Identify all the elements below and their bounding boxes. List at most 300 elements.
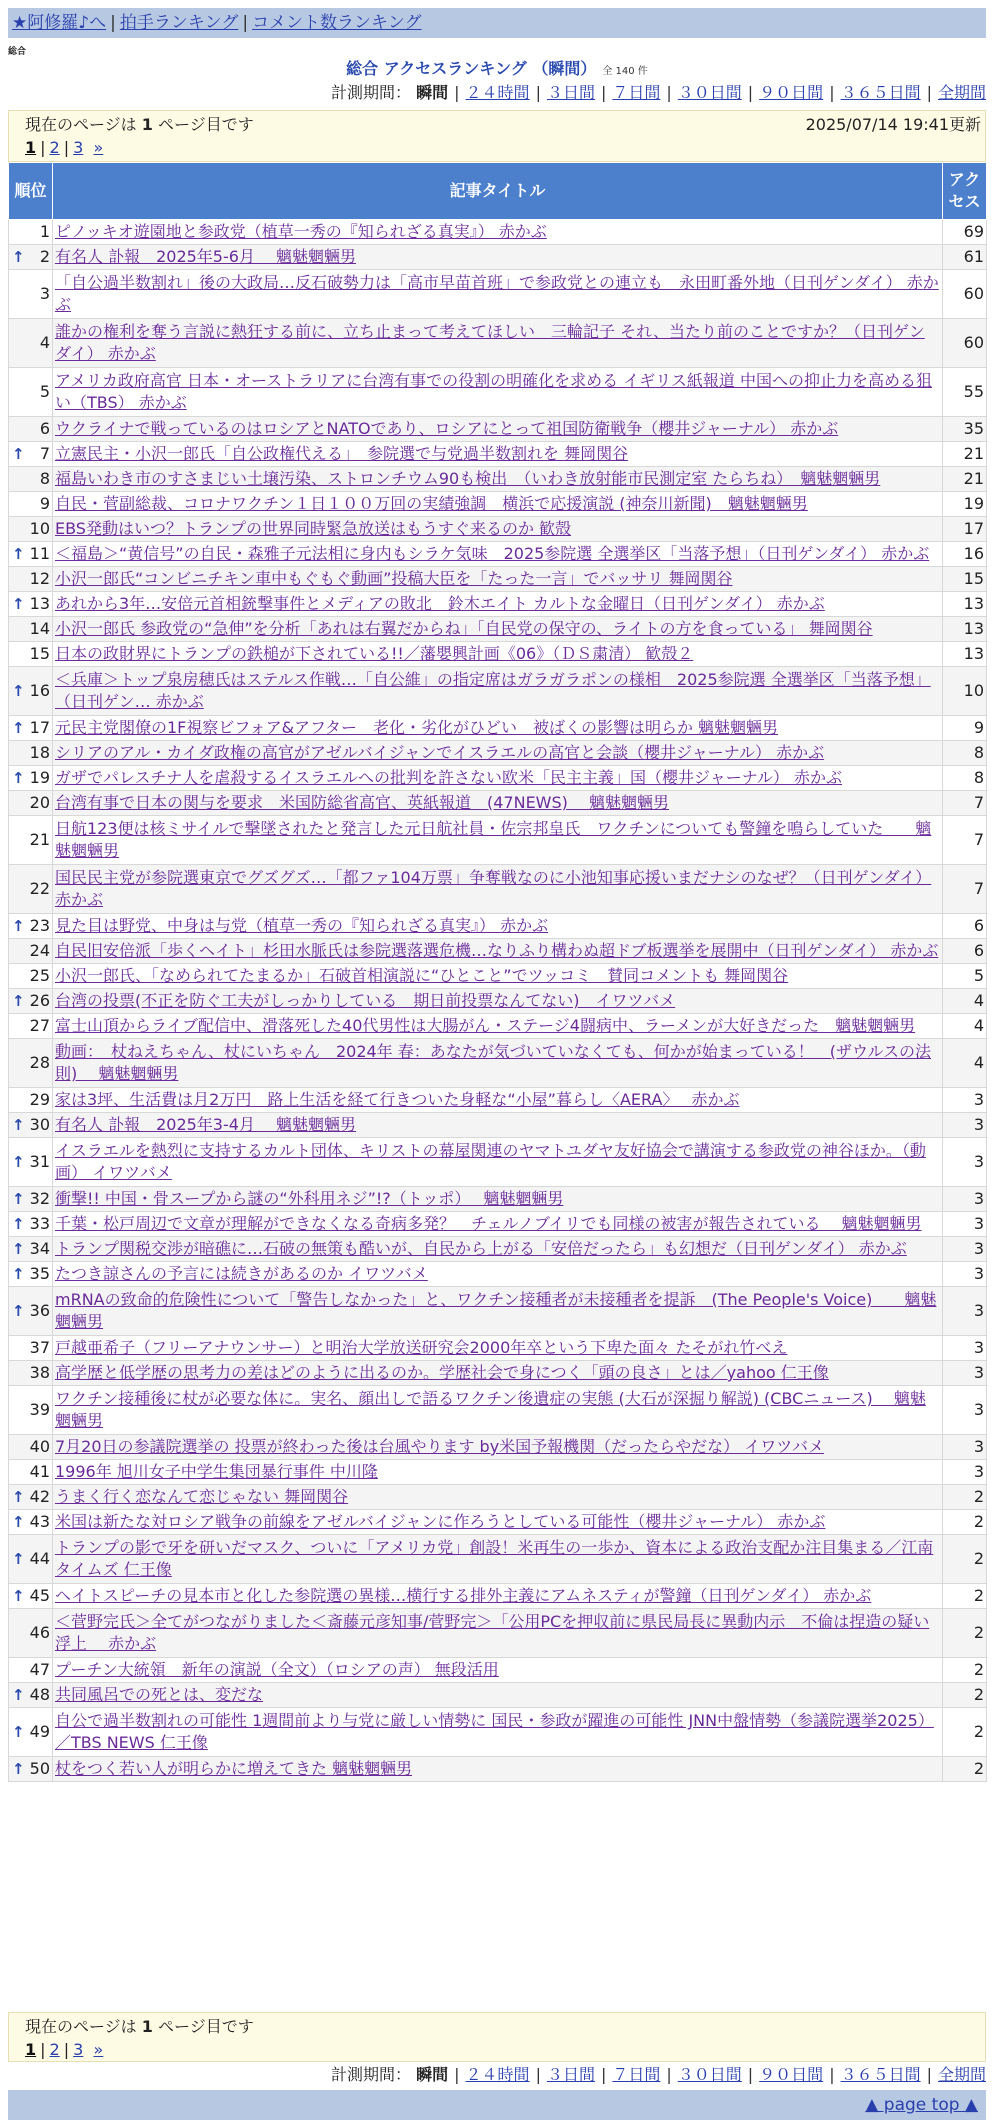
- table-row: [9, 741, 987, 766]
- clap-ranking-link[interactable]: 拍手ランキング: [119, 13, 239, 33]
- ranking-table: [8, 162, 987, 1782]
- article-title-link[interactable]: 共同風呂での死とは、変だな: [55, 1685, 264, 1704]
- page-2-link-bottom[interactable]: 2: [49, 2040, 60, 2059]
- access-count: 7: [943, 816, 987, 865]
- access-count: 2: [943, 1485, 987, 1510]
- article-title-link[interactable]: 1996年 旭川女子中学生集団暴行事件 中川隆: [55, 1462, 378, 1481]
- rank-up-arrow-icon: ↑: [12, 248, 25, 266]
- article-title-link[interactable]: EBS発動はいつ？トランプの世界同時緊急放送はもうすぐ来るのか 歓殻: [55, 519, 572, 538]
- rank-cell: [9, 270, 53, 319]
- table-row: [9, 1212, 987, 1237]
- article-title-link[interactable]: ワクチン接種後に杖が必要な体に。実名、顔出しで語るワクチン後遺症の実態 (大石が深掘り解説) (CBCニュース) 魑魅魍魎男: [55, 1389, 926, 1430]
- table-row: [9, 1535, 987, 1584]
- article-title-link[interactable]: たつき諒さんの予言には続きがあるのか イワツバメ: [55, 1264, 428, 1283]
- rank-number: 12: [29, 569, 50, 588]
- access-count: 13: [943, 617, 987, 642]
- access-count: 4: [943, 1039, 987, 1088]
- rank-cell: [9, 816, 53, 865]
- rank-cell: [9, 1510, 53, 1535]
- rank-number: 38: [29, 1363, 50, 1382]
- article-title-link[interactable]: 7月20日の参議院選挙の 投票が終わった後は台風やります by米国予報機関（だったらやだな） イワツバメ: [55, 1437, 824, 1456]
- table-row: [9, 417, 987, 442]
- rank-number: 35: [29, 1264, 50, 1283]
- rank-up-arrow-icon: ↑: [12, 1550, 25, 1568]
- access-count: 2: [943, 1584, 987, 1609]
- rank-cell: [9, 592, 53, 617]
- period-30d-bottom[interactable]: ３０日間: [677, 2065, 742, 2084]
- title-cell: [53, 766, 943, 791]
- rank-cell: [9, 1386, 53, 1435]
- period-30d[interactable]: ３０日間: [677, 83, 742, 102]
- title-cell: [53, 368, 943, 417]
- access-count: 9: [943, 716, 987, 741]
- table-row: [9, 1237, 987, 1262]
- rank-cell: [9, 220, 53, 245]
- current-page-text-bottom: 現在のページは 1 ページ目です: [25, 2017, 254, 2036]
- period-all[interactable]: 全期間: [937, 83, 986, 102]
- rank-up-arrow-icon: ↑: [12, 1686, 25, 1704]
- access-count: 10: [943, 667, 987, 716]
- rank-cell: [9, 1683, 53, 1708]
- article-title-link[interactable]: 杖をつく若い人が明らかに増えてきた 魑魅魍魎男: [55, 1759, 413, 1778]
- title-cell: [53, 642, 943, 667]
- article-title-link[interactable]: 有名人 訃報 2025年5-6月 魑魅魍魎男: [55, 247, 357, 266]
- title-cell: [53, 989, 943, 1014]
- rank-up-arrow-icon: ↑: [12, 1488, 25, 1506]
- rank-number: 23: [29, 916, 50, 935]
- table-row: [9, 1708, 987, 1757]
- article-title-link[interactable]: 有名人 訃報 2025年3-4月 魑魅魍魎男: [55, 1115, 357, 1134]
- table-row: [9, 816, 987, 865]
- rank-up-arrow-icon: ↑: [12, 1153, 25, 1171]
- access-count: 69: [943, 220, 987, 245]
- article-title-link[interactable]: 高学歴と低学歴の思考力の差はどのように出るのか。学歴社会で身につく「頭の良さ」とは／yahoo 仁王像: [55, 1363, 829, 1382]
- title-cell: [53, 592, 943, 617]
- table-row: [9, 1584, 987, 1609]
- article-title-link[interactable]: 元民主党閣僚の1F視察ビフォア&アフター 老化・劣化がひどい 被ばくの影響は明らか 魑魅魍魎男: [55, 718, 779, 737]
- rank-number: 19: [29, 768, 50, 787]
- period-7d[interactable]: ７日間: [612, 83, 661, 102]
- rank-cell: [9, 1237, 53, 1262]
- access-count: 13: [943, 592, 987, 617]
- title-cell: [53, 270, 943, 319]
- table-row: [9, 1609, 987, 1658]
- nav-separator: |: [242, 13, 249, 33]
- table-row: [9, 1262, 987, 1287]
- rank-number: 18: [29, 743, 50, 762]
- title-cell: [53, 914, 943, 939]
- article-title-link[interactable]: 日本の政財界にトランプの鉄槌が下されている!!／藩嬰興計画《06》（ＤＳ粛清） 歓殻２: [55, 644, 694, 663]
- table-row: [9, 245, 987, 270]
- rank-number: 4: [39, 333, 50, 352]
- table-row: [9, 1361, 987, 1386]
- access-count: 3: [943, 1460, 987, 1485]
- period-selector-top: 計測期間： 瞬間 | ２４時間 | ３日間 | ７日間 | ３０日間 | ９０日間 | ３６５日間 | 全期間: [331, 83, 986, 102]
- table-row: [9, 1336, 987, 1361]
- access-count: 8: [943, 741, 987, 766]
- top-nav-bar: [8, 8, 986, 38]
- title-cell: [53, 1187, 943, 1212]
- article-title-link[interactable]: イスラエルを熱烈に支持するカルト団体、キリストの幕屋関連のヤマトユダヤ友好協会で講演する参政党の神谷ほか。（動画） イワツバメ: [55, 1141, 926, 1182]
- title-cell: [53, 542, 943, 567]
- rank-number: 48: [29, 1685, 50, 1704]
- access-count: 55: [943, 368, 987, 417]
- table-row: [9, 667, 987, 716]
- access-count: 3: [943, 1088, 987, 1113]
- pager-top: 1 | 2 | 3 »: [25, 138, 104, 157]
- article-title-link[interactable]: プーチン大統領 新年の演説（全文）（ロシアの声） 無段活用: [55, 1660, 499, 1679]
- rank-up-arrow-icon: ↑: [12, 1240, 25, 1258]
- article-title-link[interactable]: ピノッキオ遊園地と参政党（植草一秀の『知られざる真実』） 赤かぶ: [55, 222, 547, 241]
- access-count: 15: [943, 567, 987, 592]
- rank-cell: [9, 1113, 53, 1138]
- access-count: 7: [943, 791, 987, 816]
- title-cell: [53, 1683, 943, 1708]
- table-row: [9, 1435, 987, 1460]
- page-2-link[interactable]: 2: [49, 138, 60, 157]
- title-cell: [53, 567, 943, 592]
- title-cell: [53, 617, 943, 642]
- rank-number: 27: [29, 1016, 50, 1035]
- period-365d-bottom[interactable]: ３６５日間: [840, 2065, 921, 2084]
- access-count: 6: [943, 914, 987, 939]
- rank-number: 24: [29, 941, 50, 960]
- table-row: [9, 467, 987, 492]
- title-cell: [53, 1088, 943, 1113]
- title-cell: [53, 667, 943, 716]
- article-title-link[interactable]: 自民旧安倍派「歩くヘイト」杉田水脈氏は参院選落選危機…なりふり構わぬ超ドブ板選挙を展開中（日刊ゲンダイ） 赤かぶ: [55, 941, 939, 960]
- period-7d-bottom[interactable]: ７日間: [612, 2065, 661, 2084]
- rank-cell: [9, 964, 53, 989]
- title-cell: [53, 1113, 943, 1138]
- title-cell: [53, 1138, 943, 1187]
- page-info-bottom: [8, 2012, 986, 2062]
- title-cell: [53, 939, 943, 964]
- rank-number: 14: [29, 619, 50, 638]
- rank-up-arrow-icon: ↑: [12, 769, 25, 787]
- table-row: [9, 220, 987, 245]
- access-count: 2: [943, 1683, 987, 1708]
- table-header-row: [9, 163, 987, 220]
- table-row: [9, 617, 987, 642]
- rank-cell: [9, 417, 53, 442]
- title-cell: [53, 1708, 943, 1757]
- title-cell: [53, 741, 943, 766]
- title-column-header: 記事タイトル: [53, 163, 943, 220]
- article-title-link[interactable]: 戸越亜希子（フリーアナウンサー）と明治大学放送研究会2000年卒という下卑た面々 たそがれ竹べえ: [55, 1338, 788, 1357]
- next-page-link-bottom[interactable]: »: [93, 2040, 104, 2059]
- rank-up-arrow-icon: ↑: [12, 1723, 25, 1741]
- rank-cell: [9, 865, 53, 914]
- article-title-link[interactable]: アメリカ政府高官 日本・オーストラリアに台湾有事での役割の明確化を求める イギリス紙報道 中国への抑止力を高める狙い（TBS） 赤かぶ: [55, 371, 933, 412]
- period-90d[interactable]: ９０日間: [759, 83, 824, 102]
- rank-number: 7: [39, 444, 50, 463]
- table-row: [9, 1485, 987, 1510]
- title-cell: [53, 1485, 943, 1510]
- page-title: [0, 58, 994, 83]
- page-3-link-bottom[interactable]: 3: [73, 2040, 84, 2059]
- access-column-header: アクセス: [943, 163, 987, 220]
- article-title-link[interactable]: 台湾有事で日本の関与を要求 米国防総省高官、英紙報道 (47NEWS) 魑魅魍魎男: [55, 793, 669, 812]
- rank-cell: [9, 1708, 53, 1757]
- table-row: [9, 442, 987, 467]
- period-365d[interactable]: ３６５日間: [840, 83, 921, 102]
- rank-cell: [9, 1138, 53, 1187]
- article-title-link[interactable]: シリアのアル・カイダ政権の高官がアゼルバイジャンでイスラエルの高官と会談（櫻井ジャーナル） 赤かぶ: [55, 743, 825, 762]
- rank-number: 31: [29, 1152, 50, 1171]
- rank-up-arrow-icon: ↑: [12, 1587, 25, 1605]
- rank-up-arrow-icon: ↑: [12, 719, 25, 737]
- access-count: 3: [943, 1237, 987, 1262]
- access-count: 2: [943, 1757, 987, 1782]
- period-label-bottom: 計測期間：: [331, 2065, 412, 2084]
- access-count: 19: [943, 492, 987, 517]
- article-title-link[interactable]: うまく行く恋なんて恋じゃない 舞岡関谷: [55, 1487, 349, 1506]
- page-title-text: 総合 アクセスランキング （瞬間）: [346, 59, 597, 78]
- rank-cell: [9, 1262, 53, 1287]
- title-cell: [53, 1262, 943, 1287]
- article-title-link[interactable]: ＜福島＞“黄信号”の自民・森雅子元法相に身内もシラケ気味 2025参院選 全選挙区「当落予想」（日刊ゲンダイ） 赤かぶ: [55, 544, 930, 563]
- title-cell: [53, 1287, 943, 1336]
- article-title-link[interactable]: 福島いわき市のすさまじい土壌汚染、ストロンチウム90も検出 （いわき放射能市民測定室 たらちね） 魑魅魍魎男: [55, 469, 881, 488]
- table-row: [9, 1510, 987, 1535]
- access-count: 2: [943, 1708, 987, 1757]
- article-title-link[interactable]: 自民・菅副総裁、コロナワクチン１日１００万回の実績強調 横浜で応援演説 (神奈川新聞) 魑魅魍魎男: [55, 494, 808, 513]
- rank-number: 5: [39, 382, 50, 401]
- article-title-link[interactable]: ウクライナで戦っているのはロシアとNATOであり、ロシアにとって祖国防衛戦争（櫻井ジャーナル） 赤かぶ: [55, 419, 839, 438]
- rank-number: 6: [39, 419, 50, 438]
- rank-column-header: 順位: [9, 163, 53, 220]
- table-row: [9, 1088, 987, 1113]
- table-row: [9, 791, 987, 816]
- article-title-link[interactable]: 家は3坪、生活費は月2万円 路上生活を経て行きついた身軽な“小屋”暮らし〈AERA〉 赤かぶ: [55, 1090, 740, 1109]
- rank-number: 33: [29, 1214, 50, 1233]
- rank-cell: [9, 1212, 53, 1237]
- access-count: 8: [943, 766, 987, 791]
- access-count: 3: [943, 1287, 987, 1336]
- access-count: 60: [943, 270, 987, 319]
- table-row: [9, 865, 987, 914]
- rank-number: 9: [39, 494, 50, 513]
- table-row: [9, 642, 987, 667]
- access-count: 13: [943, 642, 987, 667]
- rank-cell: [9, 939, 53, 964]
- period-90d-bottom[interactable]: ９０日間: [759, 2065, 824, 2084]
- rank-up-arrow-icon: ↑: [12, 1265, 25, 1283]
- article-title-link[interactable]: 小沢一郎氏、「なめられてたまるか」石破首相演説に“ひとこと”でツッコミ 賛同コメントも 舞岡関谷: [55, 966, 789, 985]
- rank-number: 22: [29, 879, 50, 898]
- rank-up-arrow-icon: ↑: [12, 1116, 25, 1134]
- nav-separator: |: [110, 13, 116, 33]
- rank-number: 20: [29, 793, 50, 812]
- title-cell: [53, 1361, 943, 1386]
- rank-cell: [9, 517, 53, 542]
- rank-cell: [9, 667, 53, 716]
- article-title-link[interactable]: mRNAの致命的危険性について「警告しなかった」と、ワクチン接種者が未接種者を提訴 (The People's Voice) 魑魅魍魎男: [55, 1290, 937, 1331]
- table-row: [9, 989, 987, 1014]
- rank-cell: [9, 467, 53, 492]
- article-title-link[interactable]: ヘイトスピーチの見本市と化した参院選の異様…横行する排外主義にアムネスティが警鐘（日刊ゲンダイ） 赤かぶ: [55, 1586, 872, 1605]
- rank-up-arrow-icon: ↑: [12, 545, 25, 563]
- rank-cell: [9, 1757, 53, 1782]
- article-title-link[interactable]: ＜兵庫＞トップ泉房穂氏はステルス作戦…「自公維」の指定席はガラガラポンの様相 2025参院選 全選挙区「当落予想」（日刊ゲン… 赤かぶ: [55, 670, 931, 711]
- title-cell: [53, 1386, 943, 1435]
- access-count: 21: [943, 442, 987, 467]
- article-title-link[interactable]: 立憲民主・小沢一郎氏「自公政権代える」 参院選で与党過半数割れを 舞岡関谷: [55, 444, 629, 463]
- article-title-link[interactable]: 米国は新たな対ロシア戦争の前線をアゼルバイジャンに作ろうとしている可能性（櫻井ジャーナル） 赤かぶ: [55, 1512, 826, 1531]
- rank-number: 1: [39, 222, 50, 241]
- ranking-table-body: [9, 220, 987, 1782]
- rank-number: 11: [29, 544, 50, 563]
- rank-number: 37: [29, 1338, 50, 1357]
- article-title-link[interactable]: トランプの影で牙を研いだマスク、ついに「アメリカ党」創設！米再生の一歩か、資本による政治支配か注目集まる／江南タイムズ 仁王像: [55, 1538, 934, 1579]
- article-title-link[interactable]: 国民民主党が参院選東京でグズグズ…「都ファ104万票」争奪戦なのに小池知事応援いまだナシのなぜ？（日刊ゲンダイ） 赤かぶ: [55, 868, 932, 909]
- article-title-link[interactable]: あれから3年…安倍元首相銃撃事件とメディアの敗北 鈴木エイト カルトな金曜日（日刊ゲンダイ） 赤かぶ: [55, 594, 825, 613]
- rank-number: 10: [29, 519, 50, 538]
- rank-cell: [9, 1584, 53, 1609]
- table-row: [9, 492, 987, 517]
- rank-cell: [9, 741, 53, 766]
- rank-number: 50: [29, 1759, 50, 1778]
- rank-cell: [9, 914, 53, 939]
- access-count: 16: [943, 542, 987, 567]
- article-title-link[interactable]: 小沢一郎氏 参政党の“急伸”を分析「あれは右翼だからね」「自民党の保守の、ライトの方を食っている」 舞岡関谷: [55, 619, 873, 638]
- article-title-link[interactable]: ＜菅野完氏＞全てがつながりました＜斎藤元彦知事/菅野完＞「公用PCを押収前に県民局長に異動内示 不倫は捏造の疑い浮上 赤かぶ: [55, 1612, 930, 1653]
- article-title-link[interactable]: トランプ関税交渉が暗礁に…石破の無策も酷いが、自民から上がる「安倍だったら」も幻想だ（日刊ゲンダイ） 赤かぶ: [55, 1239, 907, 1258]
- rank-cell: [9, 542, 53, 567]
- access-count: 2: [943, 1510, 987, 1535]
- article-title-link[interactable]: 自公で過半数割れの可能性 1週間前より与党に厳しい情勢に 国民・参政が躍進の可能性 JNN中盤情勢（参議院選挙2025）／TBS NEWS 仁王像: [55, 1711, 934, 1752]
- rank-number: 42: [29, 1487, 50, 1506]
- period-current: 瞬間: [416, 83, 449, 102]
- period-selector-bottom: 計測期間： 瞬間 | ２４時間 | ３日間 | ７日間 | ３０日間 | ９０日間 | ３６５日間 | 全期間: [331, 2065, 986, 2084]
- rank-cell: [9, 368, 53, 417]
- table-row: [9, 914, 987, 939]
- access-count: 3: [943, 1336, 987, 1361]
- rank-number: 16: [29, 681, 50, 700]
- article-title-link[interactable]: ガザでパレスチナ人を虐殺するイスラエルへの批判を許さない欧米「民主主義」国（櫻井ジャーナル） 赤かぶ: [55, 768, 843, 787]
- rank-up-arrow-icon: ↑: [12, 1513, 25, 1531]
- updated-time: 2025/07/14 19:41更新: [805, 115, 981, 134]
- total-count: 全 140 件: [602, 66, 648, 77]
- title-cell: [53, 716, 943, 741]
- home-link[interactable]: ★阿修羅♪へ: [12, 13, 107, 33]
- table-row: [9, 964, 987, 989]
- access-count: 3: [943, 1212, 987, 1237]
- access-count: 4: [943, 989, 987, 1014]
- table-row: [9, 517, 987, 542]
- access-count: 3: [943, 1435, 987, 1460]
- title-cell: [53, 791, 943, 816]
- title-cell: [53, 319, 943, 368]
- article-title-link[interactable]: 動画： 杖ねえちゃん、杖にいちゃん 2024年 春：あなたが気づいていなくても、何かが始まっている！ (ザウルスの法則) 魑魅魍魎男: [55, 1042, 932, 1083]
- article-title-link[interactable]: 衝撃!! 中国・骨スープから謎の“外科用ネジ”!?（トッポ） 魑魅魍魎男: [55, 1189, 564, 1208]
- table-row: [9, 716, 987, 741]
- rank-cell: [9, 1014, 53, 1039]
- page-top-link[interactable]: ▲ page top ▲: [865, 2095, 978, 2115]
- page-1-link-bottom[interactable]: 1: [25, 2040, 37, 2059]
- article-title-link[interactable]: 千葉・松戸周辺で文章が理解ができなくなる奇病多発？ チェルノブイリでも同様の被害が報告されている 魑魅魍魎男: [55, 1214, 922, 1233]
- rank-number: 17: [29, 718, 50, 737]
- article-title-link[interactable]: 見た目は野党、中身は与党（植草一秀の『知られざる真実』） 赤かぶ: [55, 916, 549, 935]
- comment-ranking-link[interactable]: コメント数ランキング: [252, 13, 422, 33]
- rank-cell: [9, 1088, 53, 1113]
- rank-cell: [9, 492, 53, 517]
- period-3d[interactable]: ３日間: [546, 83, 595, 102]
- rank-cell: [9, 1609, 53, 1658]
- access-count: 3: [943, 1361, 987, 1386]
- table-row: [9, 319, 987, 368]
- rank-up-arrow-icon: ↑: [12, 1190, 25, 1208]
- period-24h[interactable]: ２４時間: [465, 83, 530, 102]
- rank-cell: [9, 1187, 53, 1212]
- table-row: [9, 1658, 987, 1683]
- rank-up-arrow-icon: ↑: [12, 1760, 25, 1778]
- period-all-bottom[interactable]: 全期間: [937, 2065, 986, 2084]
- rank-cell: [9, 989, 53, 1014]
- access-count: 2: [943, 1658, 987, 1683]
- rank-cell: [9, 1361, 53, 1386]
- rank-number: 15: [29, 644, 50, 663]
- period-24h-bottom[interactable]: ２４時間: [465, 2065, 530, 2084]
- table-row: [9, 368, 987, 417]
- rank-cell: [9, 1658, 53, 1683]
- article-title-link[interactable]: 「自公過半数割れ」後の大政局…反石破勢力は「高市早苗首班」で参政党との連立も 永田町番外地（日刊ゲンダイ） 赤かぶ: [55, 273, 939, 314]
- title-cell: [53, 1014, 943, 1039]
- access-count: 3: [943, 1113, 987, 1138]
- rank-number: 45: [29, 1586, 50, 1605]
- current-page-text: 現在のページは 1 ページ目です: [25, 115, 254, 134]
- table-row: [9, 592, 987, 617]
- title-cell: [53, 964, 943, 989]
- article-title-link[interactable]: 日航123便は核ミサイルで撃墜されたと発言した元日航社員・佐宗邦皇氏 ワクチンについても警鐘を鳴らしていた 魑魅魍魎男: [55, 819, 932, 860]
- rank-up-arrow-icon: ↑: [12, 445, 25, 463]
- page-info-top: [8, 110, 986, 162]
- access-count: 61: [943, 245, 987, 270]
- rank-number: 41: [29, 1462, 50, 1481]
- next-page-link[interactable]: »: [93, 138, 104, 157]
- period-3d-bottom[interactable]: ３日間: [546, 2065, 595, 2084]
- rank-number: 43: [29, 1512, 50, 1531]
- page-3-link[interactable]: 3: [73, 138, 84, 157]
- rank-cell: [9, 1287, 53, 1336]
- table-row: [9, 1386, 987, 1435]
- access-count: 21: [943, 467, 987, 492]
- rank-cell: [9, 1435, 53, 1460]
- article-title-link[interactable]: 誰かの権利を奪う言説に熱狂する前に、立ち止まって考えてほしい 三輪記子 それ、当たり前のことですか？（日刊ゲンダイ） 赤かぶ: [55, 322, 925, 363]
- rank-number: 25: [29, 966, 50, 985]
- rank-number: 47: [29, 1660, 50, 1679]
- article-title-link[interactable]: 富士山頂からライブ配信中、滑落死した40代男性は大腸がん・ステージ4闘病中、ラーメンが大好きだった 魑魅魍魎男: [55, 1016, 916, 1035]
- access-count: 4: [943, 1014, 987, 1039]
- article-title-link[interactable]: 小沢一郎氏“コンビニチキン車中もぐもぐ動画”投稿大臣を「たった一言」でバッサリ 舞岡関谷: [55, 569, 733, 588]
- access-count: 6: [943, 939, 987, 964]
- table-row: [9, 1187, 987, 1212]
- rank-number: 44: [29, 1549, 50, 1568]
- title-cell: [53, 492, 943, 517]
- table-row: [9, 939, 987, 964]
- rank-cell: [9, 642, 53, 667]
- article-title-link[interactable]: 台湾の投票(不正を防ぐ工夫がしっかりしている 期日前投票なんてない) イワツバメ: [55, 991, 676, 1010]
- rank-cell: [9, 1485, 53, 1510]
- category-label: 総合: [8, 47, 27, 57]
- period-current-bottom: 瞬間: [416, 2065, 449, 2084]
- rank-number: 2: [39, 247, 50, 266]
- title-cell: [53, 1609, 943, 1658]
- page-1-link[interactable]: 1: [25, 138, 37, 157]
- pager-bottom: 1 | 2 | 3 »: [25, 2040, 104, 2059]
- page-top-bar: [8, 2090, 986, 2120]
